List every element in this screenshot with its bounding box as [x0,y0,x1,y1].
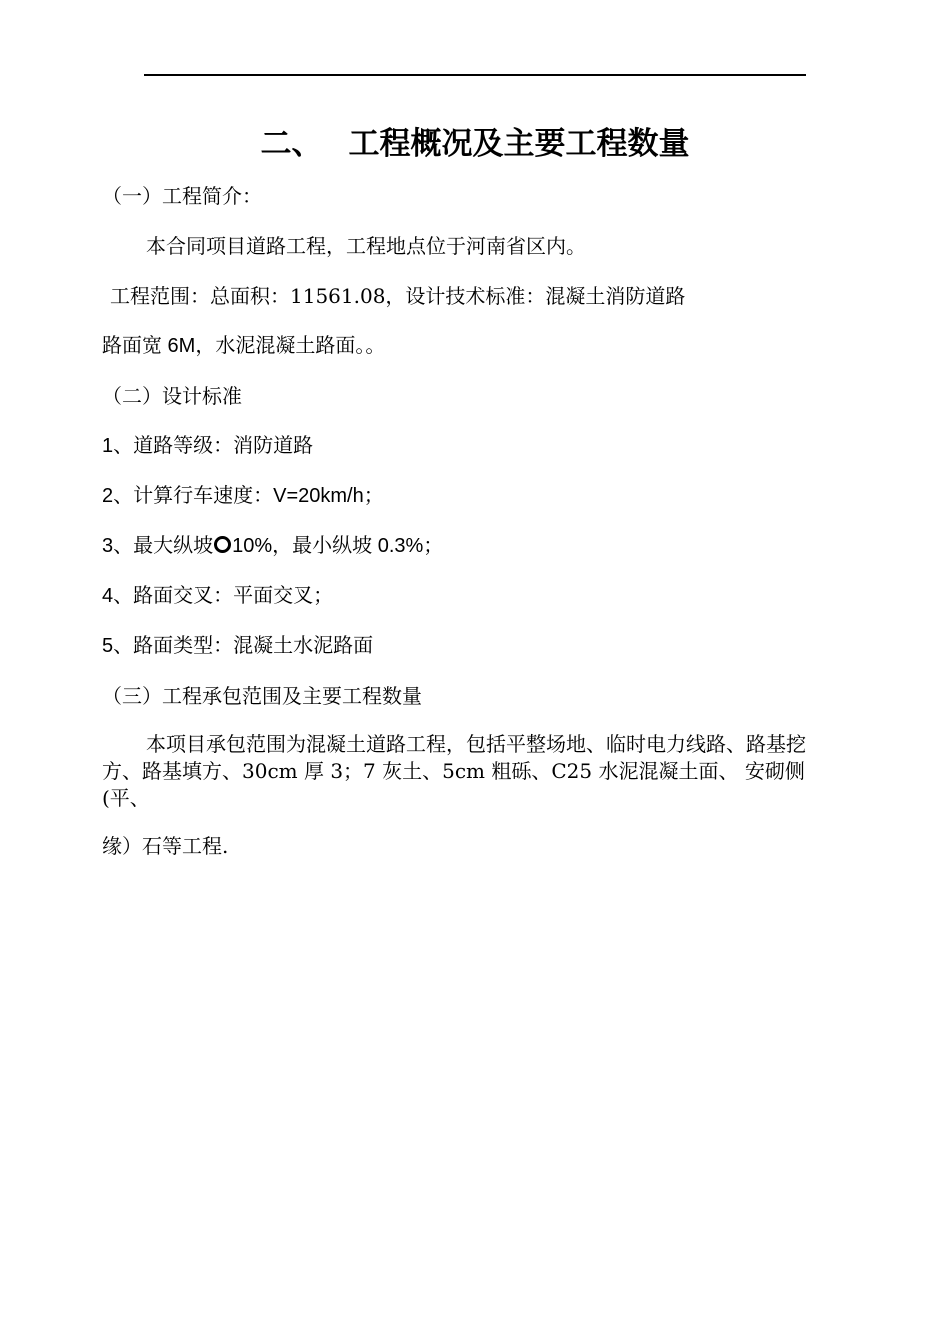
overview-scope-line-2: 路面宽 6M，水泥混凝土路面。。 [102,335,386,357]
standard-item-3-label: 3、最大纵坡 [102,535,214,557]
section-title [0,122,950,166]
circle-bullet-icon [214,536,231,553]
standard-item-5: 5、路面类型：混凝土水泥路面 [102,635,374,657]
section-title-text: 工程概况及主要工程数量 [348,126,690,162]
scope-paragraph-text: 本项目承包范围为混凝土道路工程，包括平整场地、临时电力线路、路基挖方、路基填方、30cm 厚 3；7 灰土、5cm 粗砾、C25 水泥混凝土面、 安砌侧 (平、 [102,732,806,810]
standard-item-4: 4、路面交叉：平面交叉； [102,585,334,607]
standard-item-3-value: 10%，最小纵坡 0.3%； [232,535,444,557]
scope-heading: （三）工程承包范围及主要工程数量 [102,684,422,708]
overview-heading: （一）工程简介： [102,184,262,208]
scope-closing: 缘）石等工程. [102,834,229,858]
standard-item-1: 1、道路等级：消防道路 [102,435,314,457]
overview-intro: 本合同项目道路工程，工程地点位于河南省区内。 [146,234,586,258]
standard-item-3 [102,533,443,559]
overview-scope-line-1: 工程范围：总面积：11561.08，设计技术标准：混凝土消防道路 [110,284,686,308]
scope-paragraph [102,731,840,812]
standard-item-2: 2、计算行车速度：V=20km/h； [102,485,384,507]
header-rule [144,74,806,76]
standards-heading: （二）设计标准 [102,384,242,408]
section-number: 二、 [260,126,323,162]
